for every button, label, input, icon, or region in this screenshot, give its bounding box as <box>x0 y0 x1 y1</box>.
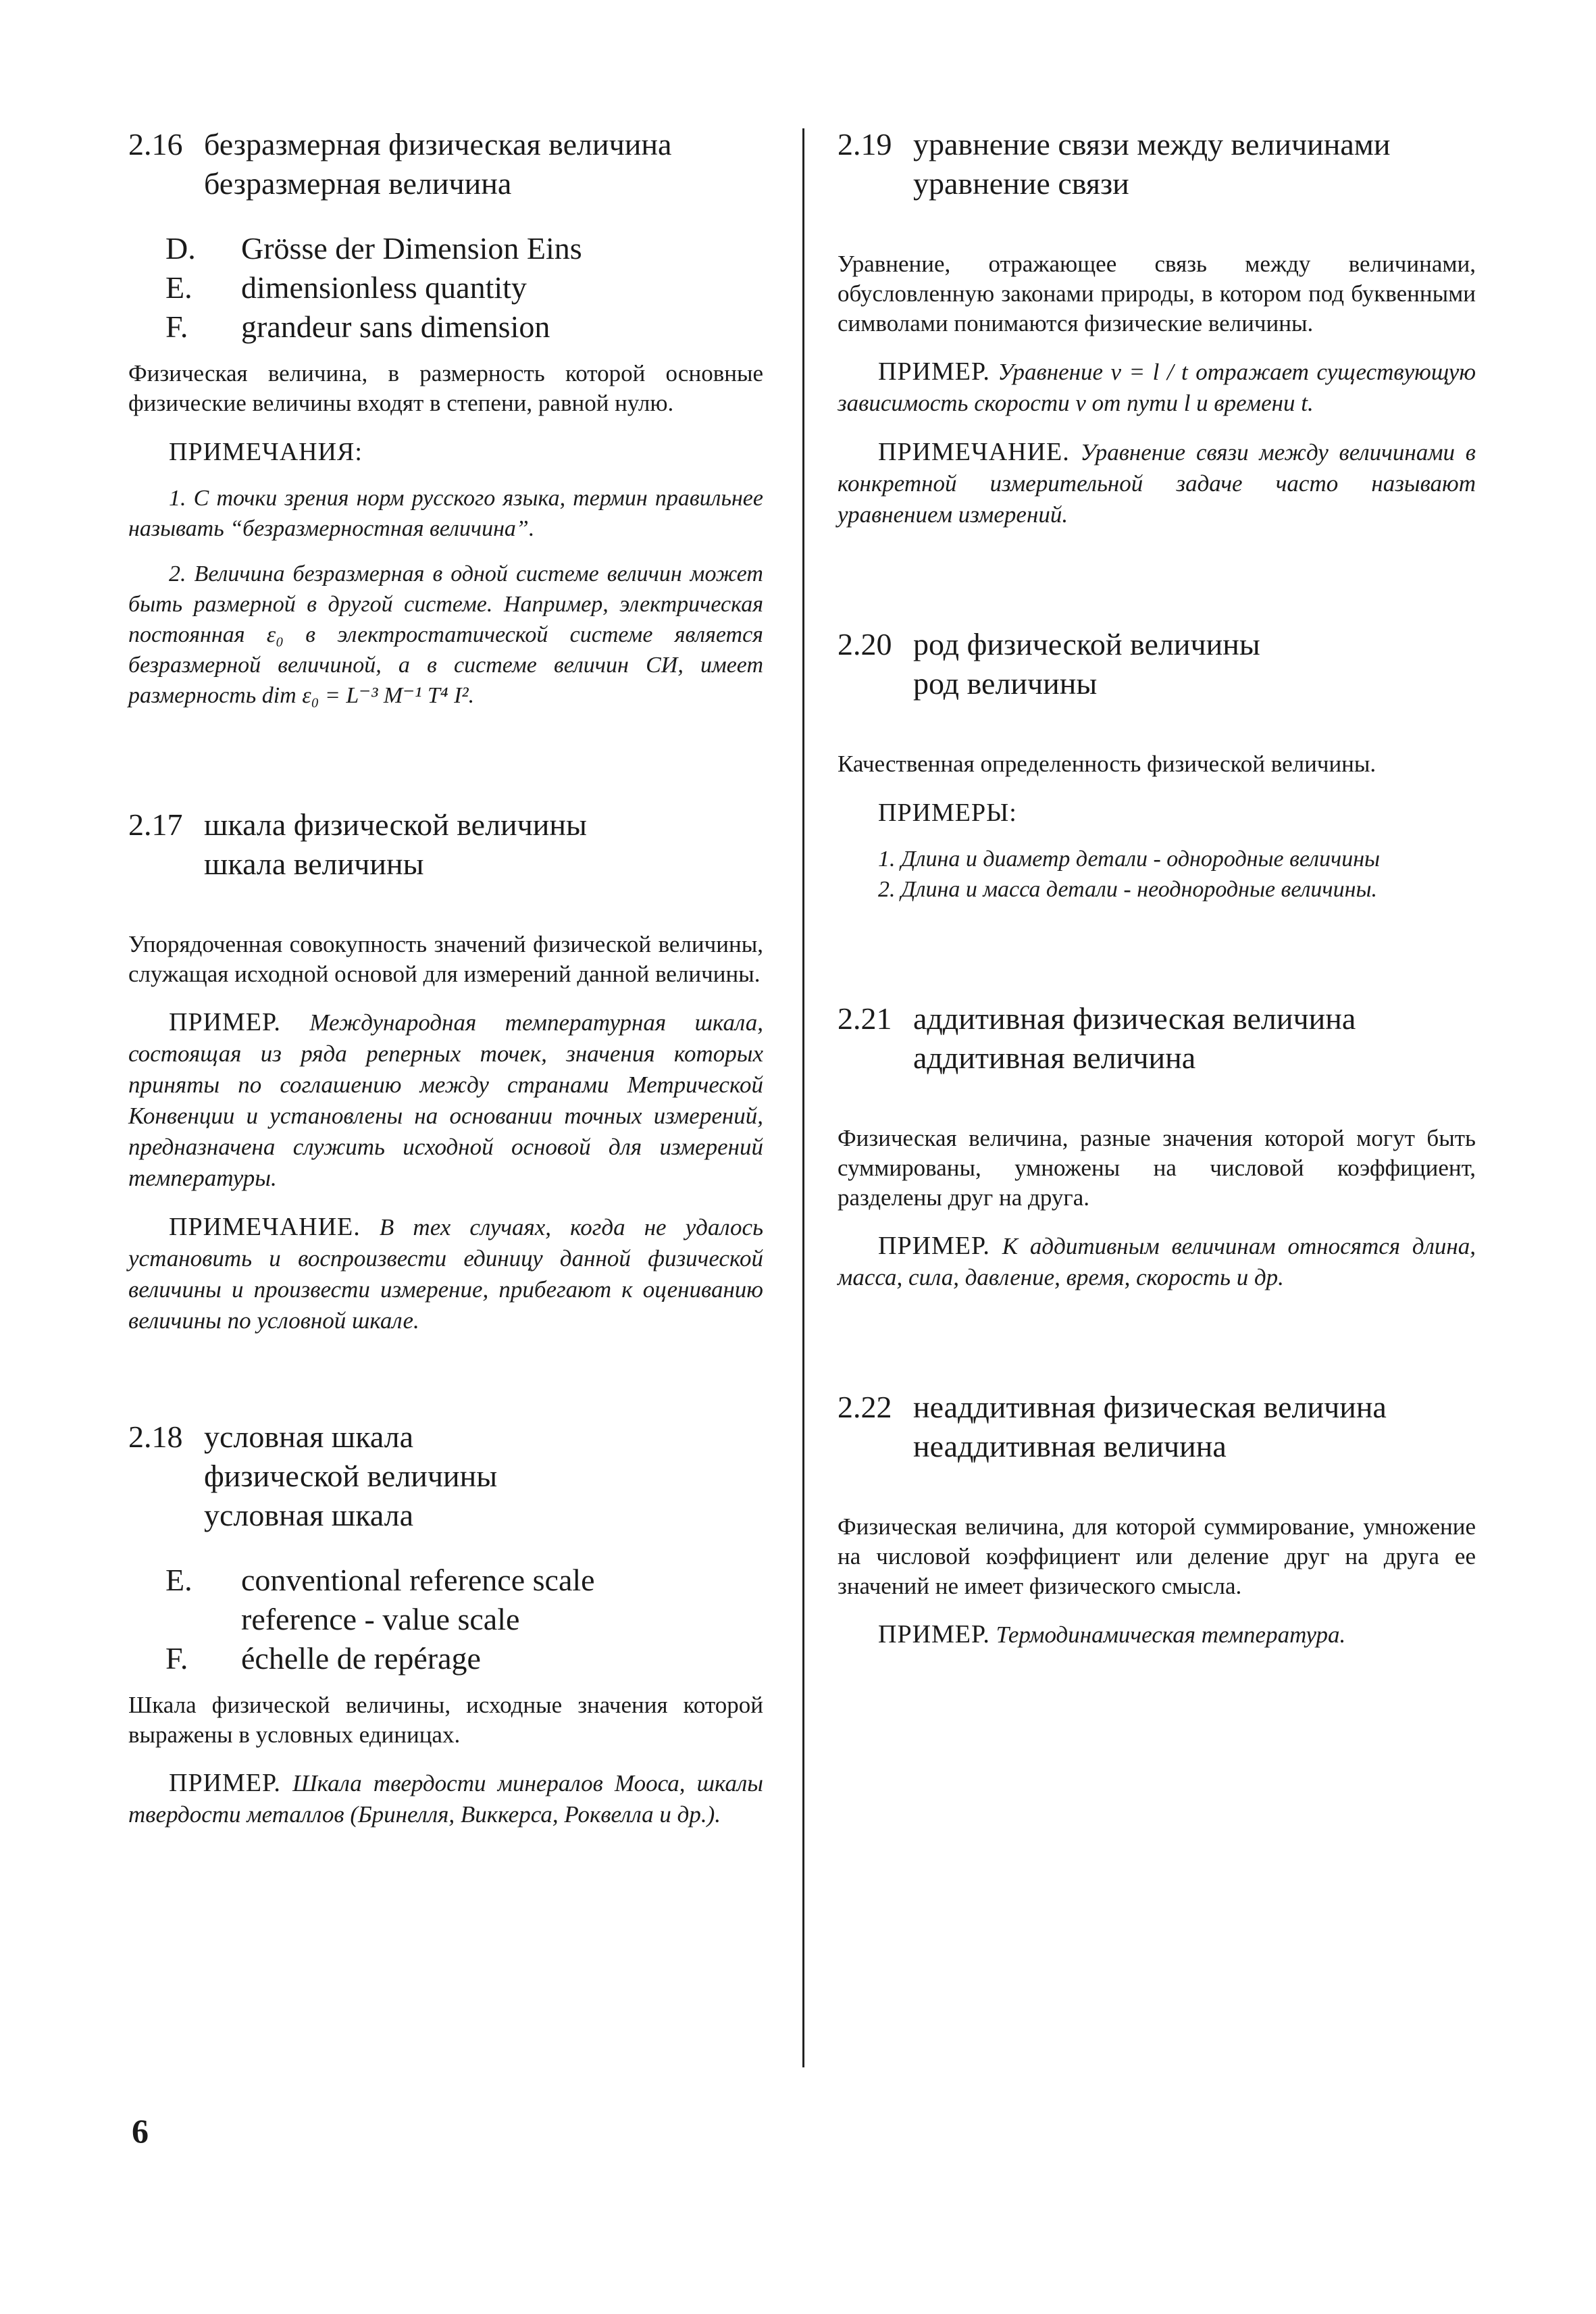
lang-term: échelle de repérage <box>241 1641 481 1676</box>
example <box>838 356 1476 419</box>
example-text: К аддитивным величинам относятся длина, масса, сила, давление, время, скорость и др. <box>838 1233 1476 1290</box>
example <box>838 1619 1476 1651</box>
term-2-21 <box>838 999 1476 1293</box>
term-2-17 <box>128 805 763 1336</box>
lang-term: grandeur sans dimension <box>241 309 550 344</box>
term-definition: Физическая величина, для которой суммирование, умножение на числовой коэффициент или деление друг на друга ее значений не имеет физического смысла. <box>838 1513 1476 1599</box>
note-2: 2. Величина безразмерная в одной системе величин может быть размерной в другой системе. Например, электрическая постоянная ε₀ в электростатической системе является безразмерной величиной, а в системе величин СИ, имеет размерность dim ε₀ = L⁻³ M⁻¹ T⁴ I². <box>128 561 763 708</box>
column-divider <box>802 128 804 2067</box>
foreign-equivalents <box>165 229 763 347</box>
term-synonym: условная шкала <box>204 1498 414 1532</box>
term-synonym: шкала величины <box>204 847 424 881</box>
example-label: ПРИМЕР. <box>878 1232 990 1260</box>
term-synonym: неаддитивная величина <box>913 1429 1227 1463</box>
term-title: род физической величины <box>913 627 1260 661</box>
lang-code: E. <box>165 1563 192 1597</box>
example-text: Шкала твердости минералов Мооса, шкалы твердости металлов (Бринелля, Виккерса, Роквелла и др.). <box>128 1770 764 1828</box>
term-heading <box>838 625 1476 703</box>
term-2-20 <box>838 625 1476 905</box>
term-heading <box>838 125 1476 203</box>
term-definition: Уравнение, отражающее связь между величинами, обусловленную законами природы, в котором под буквенными символами понимаются физические величины. <box>838 251 1476 336</box>
notes-label: ПРИМЕЧАНИЯ: <box>169 438 363 466</box>
lang-code: E. <box>165 270 192 305</box>
example-label: ПРИМЕР. <box>169 1769 281 1797</box>
note-label: ПРИМЕЧАНИЕ. <box>169 1213 361 1241</box>
note <box>838 436 1476 530</box>
term-number: 2.20 <box>838 627 892 661</box>
note-text: Уравнение связи между величинами в конкретной измерительной задаче часто называют уравнением измерений. <box>838 439 1476 528</box>
term-title: условная шкала <box>204 1419 414 1454</box>
term-definition: Шкала физической величины, исходные значения которой выражены в условных единицах. <box>128 1692 763 1748</box>
term-2-22 <box>838 1388 1476 1651</box>
example-text: Международная температурная шкала, состоящая из ряда реперных точек, значения которых приняты по соглашению между странами Метрической Конвенции и установлены на основании точных измерений, предназначена служить исходной основой для измерений температуры. <box>128 1009 763 1191</box>
foreign-equivalents <box>165 1561 763 1678</box>
term-number: 2.19 <box>838 127 892 161</box>
example-text: Термодинамическая температура. <box>996 1621 1346 1648</box>
lang-term: reference - value scale <box>241 1602 520 1636</box>
example-label: ПРИМЕР. <box>878 1620 990 1649</box>
term-definition: Упорядоченная совокупность значений физической величины, служащая исходной основой для измерений данной величины. <box>128 931 763 987</box>
term-number: 2.22 <box>838 1390 892 1424</box>
term-title-cont: физической величины <box>204 1459 498 1493</box>
term-heading <box>128 125 763 203</box>
lang-code: D. <box>165 231 196 266</box>
note <box>128 1211 763 1336</box>
lang-row-fr <box>165 307 763 347</box>
example-label: ПРИМЕР. <box>878 357 990 386</box>
term-title: шкала физической величины <box>204 807 587 842</box>
term-synonym: род величины <box>913 666 1098 701</box>
lang-row-fr <box>165 1639 763 1678</box>
note-1: 1. С точки зрения норм русского языка, термин правильнее называть “безразмерностная величина”. <box>128 486 763 541</box>
term-number: 2.17 <box>128 807 183 842</box>
lang-code: F. <box>165 1641 188 1676</box>
example-label: ПРИМЕР. <box>169 1008 281 1036</box>
lang-term: Grösse der Dimension Eins <box>241 231 582 266</box>
term-definition: Физическая величина, разные значения которой могут быть суммированы, умножены на числовой коэффициент, разделены друг на друга. <box>838 1125 1476 1211</box>
example-1: 1. Длина и диаметр детали - однородные величины <box>878 847 1381 872</box>
term-title: безразмерная физическая величина <box>204 127 672 161</box>
example-text: Уравнение v = l / t отражает существующую зависимость скорости v от пути l и времени t. <box>838 359 1476 416</box>
term-2-18 <box>128 1417 763 1830</box>
term-heading <box>838 1388 1476 1466</box>
example <box>838 1230 1476 1293</box>
term-title: неаддитивная физическая величина <box>913 1390 1387 1424</box>
term-heading <box>838 999 1476 1078</box>
lang-row-en <box>165 268 763 307</box>
lang-row-de <box>165 229 763 268</box>
left-column <box>128 125 763 1830</box>
term-number: 2.18 <box>128 1419 183 1454</box>
term-number: 2.16 <box>128 127 183 161</box>
example-2: 2. Длина и масса детали - неоднородные величины. <box>878 877 1378 902</box>
term-heading <box>128 1417 763 1535</box>
term-synonym: аддитивная величина <box>913 1040 1196 1075</box>
term-synonym: уравнение связи <box>913 166 1129 201</box>
term-title: уравнение связи между величинами <box>913 127 1391 161</box>
example <box>128 1767 763 1830</box>
term-heading <box>128 805 763 884</box>
page-number: 6 <box>132 2112 149 2150</box>
lang-term: conventional reference scale <box>241 1563 595 1597</box>
term-definition: Качественная определенность физической величины. <box>838 751 1376 777</box>
examples-label: ПРИМЕРЫ: <box>878 799 1017 827</box>
lang-term: dimensionless quantity <box>241 270 527 305</box>
note-text: В тех случаях, когда не удалось установить и воспроизвести единицу данной физической величины и произвести измерение, прибегают к оцениванию величины по условной шкале. <box>128 1214 764 1334</box>
lang-row-en <box>165 1561 763 1639</box>
right-column <box>838 125 1476 1651</box>
term-number: 2.21 <box>838 1001 892 1036</box>
example <box>128 1007 763 1194</box>
term-2-16 <box>128 125 763 711</box>
term-definition: Физическая величина, в размерность которой основные физические величины входят в степени, равной нулю. <box>128 360 763 416</box>
term-2-19 <box>838 125 1476 530</box>
lang-code: F. <box>165 309 188 344</box>
term-synonym: безразмерная величина <box>204 166 512 201</box>
term-title: аддитивная физическая величина <box>913 1001 1356 1036</box>
note-label: ПРИМЕЧАНИЕ. <box>878 438 1070 466</box>
